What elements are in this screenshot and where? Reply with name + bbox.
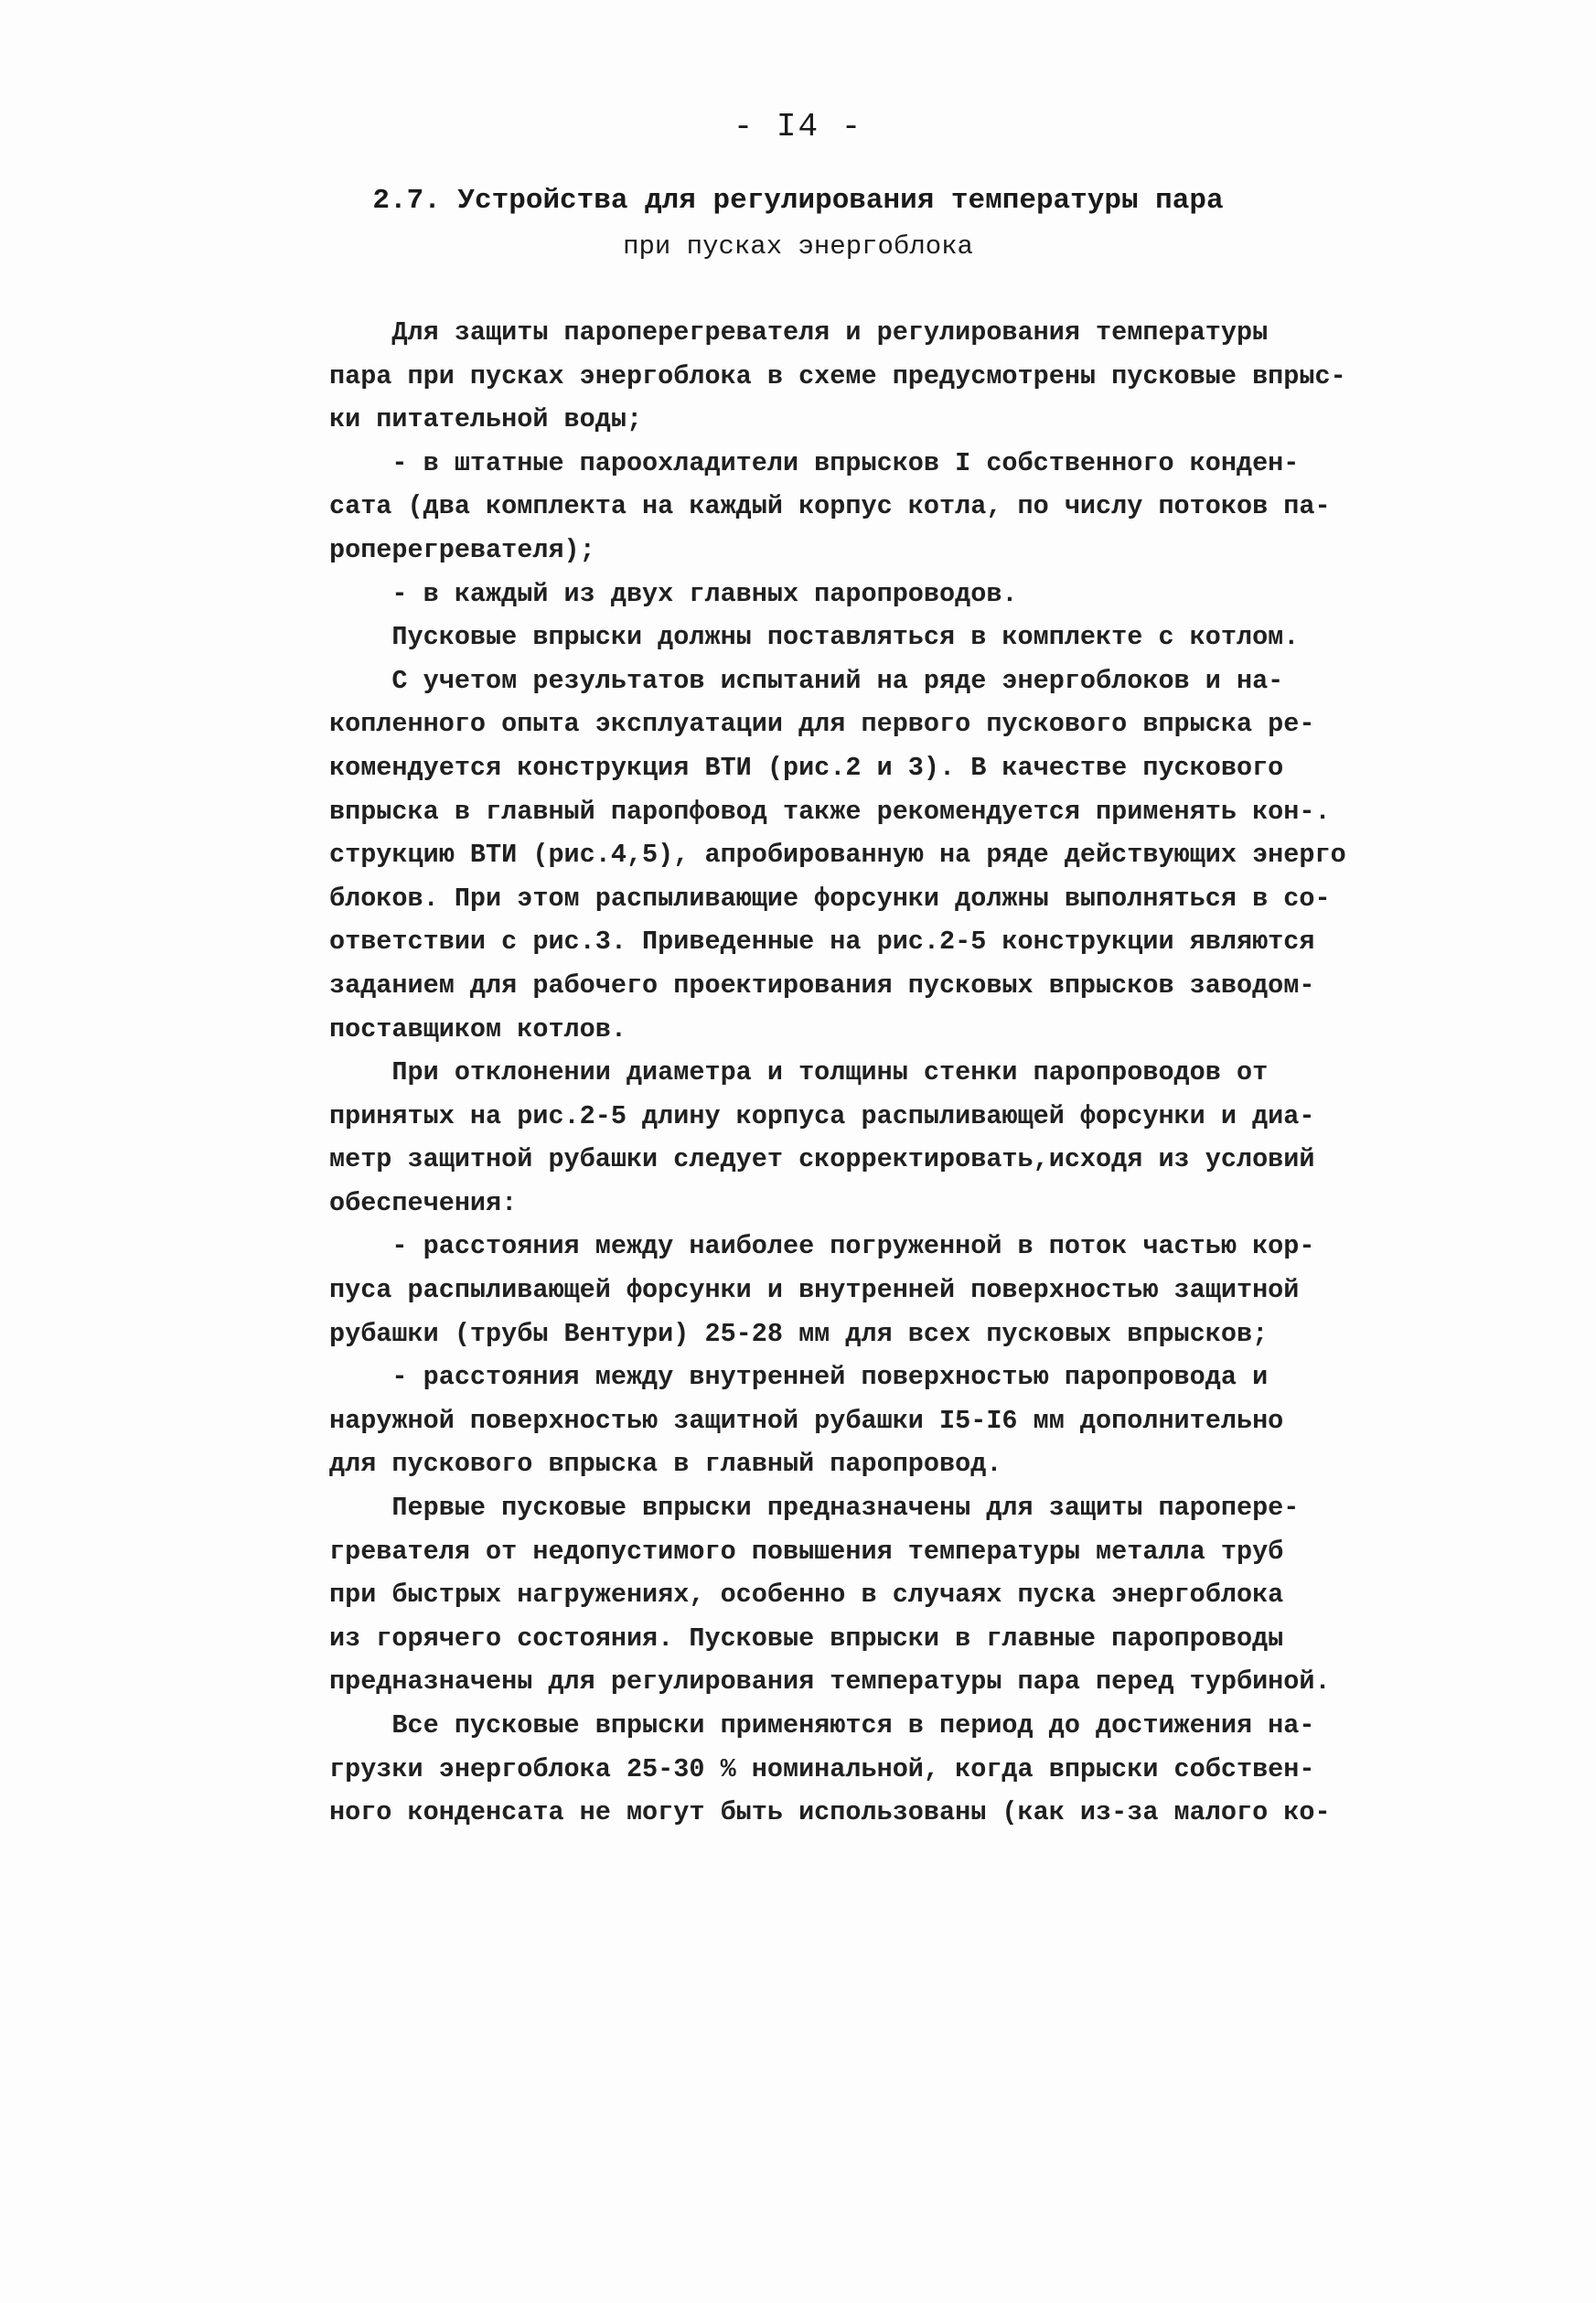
text-line: Для защиты пароперегревателя и регулирования температуры <box>329 317 1269 348</box>
text-line: - в каждый из двух главных паропроводов. <box>329 578 1018 609</box>
text-line: При отклонении диаметра и толщины стенки паропроводов от <box>329 1057 1269 1088</box>
text-line: грузки энергоблока 25-30 % номинальной, когда впрыски собствен- <box>329 1753 1315 1784</box>
body-text <box>329 311 1482 1835</box>
text-line: сата (два комплекта на каждый корпус котла, по числу потоков па- <box>329 491 1331 522</box>
text-line: Пусковые впрыски должны поставляться в комплекте с котлом. <box>329 622 1300 653</box>
text-line: - расстояния между наиболее погруженной в поток частью кор- <box>329 1231 1315 1262</box>
text-line: заданием для рабочего проектирования пусковых впрысков заводом- <box>329 969 1315 1001</box>
text-line: струкцию ВТИ (рис.4,5), апробированную на ряде действующих энерго <box>329 840 1346 871</box>
text-line: копленного опыта эксплуатации для первого пускового впрыска ре- <box>329 709 1315 740</box>
text-line: метр защитной рубашки следует скорректировать,исходя из условий <box>329 1144 1315 1175</box>
text-line: из горячего состояния. Пусковые впрыски в главные паропроводы <box>329 1623 1284 1654</box>
text-line: - расстояния между внутренней поверхностью паропровода и <box>329 1362 1269 1393</box>
text-line: блоков. При этом распыливающие форсунки должны выполняться в со- <box>329 883 1331 914</box>
text-line: поставщиком котлов. <box>329 1013 627 1044</box>
text-line: С учетом результатов испытаний на ряде энергоблоков и на- <box>329 665 1284 696</box>
text-line: пара при пусках энергоблока в схеме предусмотрены пусковые впрыс- <box>329 360 1346 391</box>
text-line: предназначены для регулирования температуры пара перед турбиной. <box>329 1666 1331 1698</box>
text-line: ответствии с рис.3. Приведенные на рис.2-5 конструкции являются <box>329 927 1315 958</box>
text-line: рубашки (трубы Вентури) 25-28 мм для всех пусковых впрысков; <box>329 1318 1269 1349</box>
text-line: ки питательной воды; <box>329 404 643 435</box>
text-line: обеспечения: <box>329 1187 518 1218</box>
section-heading-line-2: при пусках энергоблока <box>623 231 973 262</box>
text-line: наружной поверхностью защитной рубашки I5-I6 мм дополнительно <box>329 1405 1284 1436</box>
text-line: при быстрых нагружениях, особенно в случаях пуска энергоблока <box>329 1580 1284 1611</box>
text-line: пуса распыливающей форсунки и внутренней поверхностью защитной <box>329 1275 1300 1306</box>
section-heading-line-1: 2.7. Устройства для регулирования температуры пара <box>372 185 1224 217</box>
text-line: принятых на рис.2-5 длину корпуса распыливающей форсунки и диа- <box>329 1100 1315 1131</box>
text-line: роперегревателя); <box>329 534 595 565</box>
text-line: Первые пусковые впрыски предназначены для защиты пароперe- <box>329 1493 1300 1524</box>
section-heading <box>0 178 1596 270</box>
text-line: комендуется конструкция ВТИ (рис.2 и 3). В качестве пускового <box>329 752 1284 783</box>
text-line: ного конденсата не могут быть использованы (как из-за малого ко- <box>329 1797 1331 1828</box>
text-line: гревателя от недопустимого повышения температуры металла труб <box>329 1536 1284 1567</box>
text-line: для пускового впрыска в главный паропровод. <box>329 1449 1002 1480</box>
text-line: впрыска в главный паропфовод также рекомендуется применять кон-. <box>329 796 1331 827</box>
text-line: Все пусковые впрыски применяются в период до достижения на- <box>329 1710 1315 1741</box>
text-line: - в штатные пароохладители впрысков I собственного конден- <box>329 447 1300 478</box>
page-number: - I4 - <box>733 108 863 145</box>
